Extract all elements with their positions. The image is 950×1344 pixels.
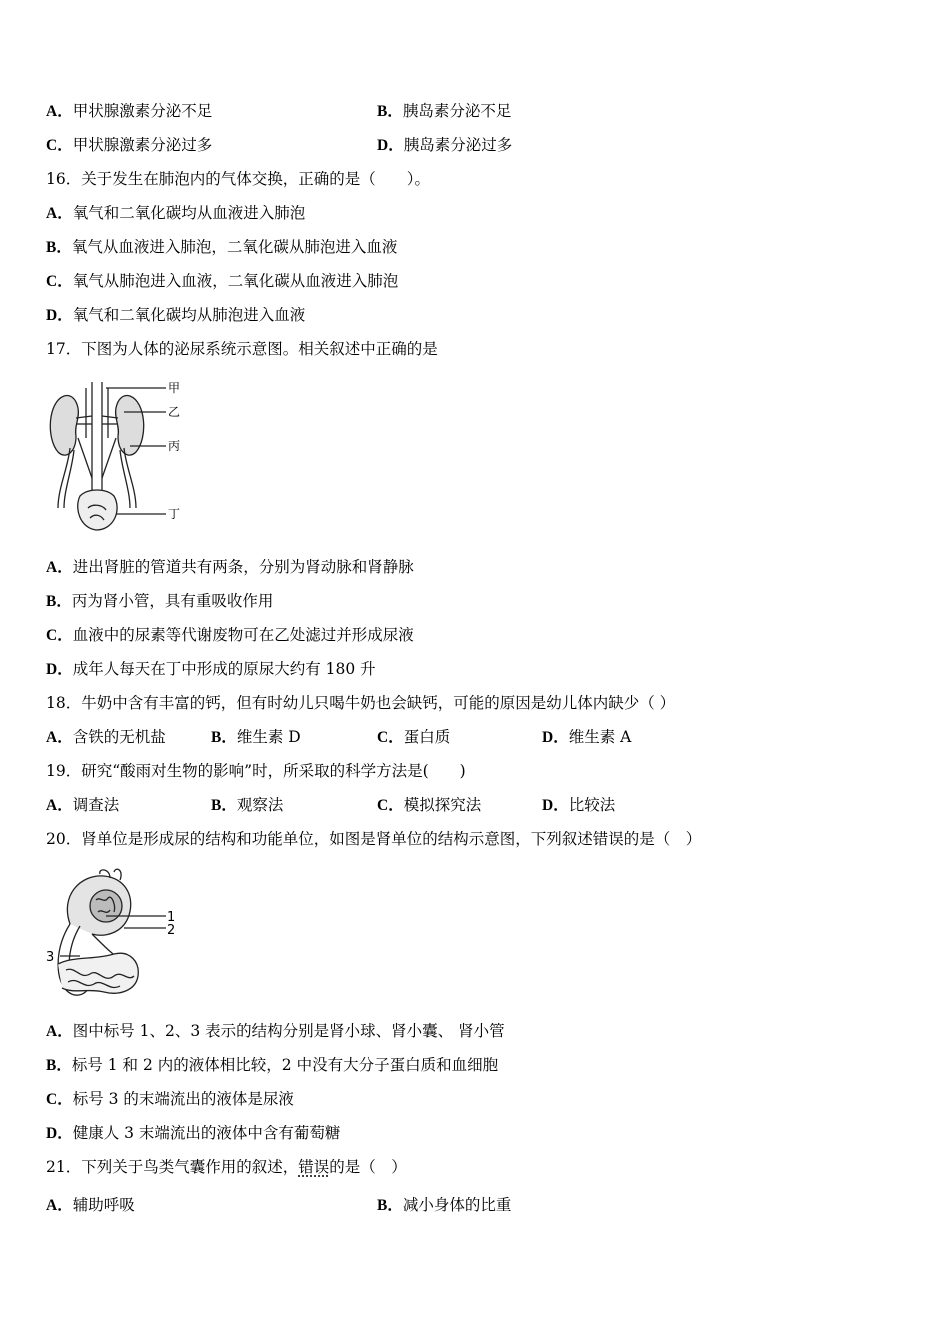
option-text: 丙为肾小管，具有重吸收作用 <box>71 592 274 610</box>
option-label: D． <box>46 307 73 324</box>
q15-option-d <box>377 134 512 157</box>
nephron-figure <box>44 866 184 1006</box>
option-text: 蛋白质 <box>403 728 451 746</box>
option-text: 模拟探究法 <box>403 796 482 814</box>
option-text: 维生素 D <box>236 728 301 746</box>
option-label: A． <box>46 729 73 746</box>
q20-option-a <box>46 1020 505 1043</box>
q16-stem: 16．关于发生在肺泡内的气体交换，正确的是（ ）。 <box>46 170 430 188</box>
q18-option-a <box>46 726 166 749</box>
option-label: C． <box>46 137 73 154</box>
option-label: D． <box>46 1125 73 1142</box>
option-label: B． <box>46 1057 72 1074</box>
q19-option-b <box>211 794 283 817</box>
q17-option-a <box>46 556 414 579</box>
figure-label-ding: 丁 <box>168 507 181 521</box>
option-text: 标号 1 和 2 内的液体相比较，2 中没有大分子蛋白质和血细胞 <box>71 1056 499 1074</box>
figure-label-2: 2 <box>167 923 176 938</box>
q21-option-a <box>46 1194 135 1217</box>
urinary-system-figure <box>44 378 194 538</box>
option-text: 氧气从血液进入肺泡，二氧化碳从肺泡进入血液 <box>71 238 398 256</box>
q20-option-b <box>46 1054 498 1077</box>
option-label: B． <box>377 1197 403 1214</box>
q19-option-a <box>46 794 119 817</box>
q19-option-d <box>542 794 615 817</box>
q20-stem: 20．肾单位是形成尿的结构和功能单位，如图是肾单位的结构示意图，下列叙述错误的是（ ） <box>46 830 702 848</box>
figure-label-bing: 丙 <box>168 439 181 453</box>
option-label: A． <box>46 103 73 120</box>
option-text: 含铁的无机盐 <box>72 728 166 746</box>
option-text: 图中标号 1、2、3 表示的结构分别是肾小球、肾小囊、 肾小管 <box>72 1022 505 1040</box>
q20-option-d <box>46 1122 340 1145</box>
option-label: D． <box>46 661 73 678</box>
option-label: B． <box>211 729 237 746</box>
q15-option-c <box>46 134 212 157</box>
option-text: 调查法 <box>72 796 120 814</box>
q17-stem: 17．下图为人体的泌尿系统示意图。相关叙述中正确的是 <box>46 340 438 358</box>
option-text: 减小身体的比重 <box>402 1196 512 1214</box>
option-text: 氧气从肺泡进入血液，二氧化碳从血液进入肺泡 <box>72 272 399 290</box>
q18-option-b <box>211 726 301 749</box>
option-text: 胰岛素分泌不足 <box>402 102 512 120</box>
figure-label-1: 1 <box>167 910 176 925</box>
option-label: D． <box>542 797 569 814</box>
q16-option-b <box>46 236 397 259</box>
option-label: C． <box>46 627 73 644</box>
figure-label-yi: 乙 <box>168 405 181 419</box>
q21-stem-after: 的是（ ） <box>329 1158 407 1176</box>
q16-option-c <box>46 270 398 293</box>
q19-stem: 19．研究“酸雨对生物的影响”时，所采取的科学方法是( ) <box>46 762 466 780</box>
option-label: D． <box>377 137 404 154</box>
q21-stem <box>46 1156 407 1178</box>
q15-option-b <box>377 100 511 123</box>
option-label: A． <box>46 205 73 222</box>
q19-option-c <box>377 794 481 817</box>
option-label: A． <box>46 1023 73 1040</box>
q18-option-d <box>542 726 631 749</box>
q21-stem-before: 21．下列关于鸟类气囊作用的叙述， <box>46 1158 299 1176</box>
q16-option-a <box>46 202 305 225</box>
option-text: 甲状腺激素分泌不足 <box>72 102 213 120</box>
option-label: C． <box>46 1091 73 1108</box>
q21-stem-emphasis: 错误 <box>298 1158 330 1176</box>
option-text: 氧气和二氧化碳均从血液进入肺泡 <box>72 204 306 222</box>
q17-option-d <box>46 658 376 681</box>
q21-option-b <box>377 1194 511 1217</box>
option-text: 血液中的尿素等代谢废物可在乙处滤过并形成尿液 <box>72 626 414 644</box>
option-label: A． <box>46 1197 73 1214</box>
q18-stem: 18．牛奶中含有丰富的钙，但有时幼儿只喝牛奶也会缺钙，可能的原因是幼儿体内缺少（ ） <box>46 694 676 712</box>
q16-option-d <box>46 304 305 327</box>
option-text: 辅助呼吸 <box>72 1196 135 1214</box>
q15-option-a <box>46 100 212 123</box>
option-text: 甲状腺激素分泌过多 <box>72 136 213 154</box>
option-label: B． <box>377 103 403 120</box>
option-label: C． <box>377 729 404 746</box>
option-text: 比较法 <box>568 796 616 814</box>
option-label: B． <box>211 797 237 814</box>
option-text: 健康人 3 末端流出的液体中含有葡萄糖 <box>72 1124 341 1142</box>
q17-option-b <box>46 590 273 613</box>
option-text: 成年人每天在丁中形成的原尿大约有 180 升 <box>72 660 376 678</box>
option-label: C． <box>377 797 404 814</box>
option-text: 观察法 <box>236 796 284 814</box>
option-label: A． <box>46 797 73 814</box>
option-label: B． <box>46 239 72 256</box>
option-text: 进出肾脏的管道共有两条，分别为肾动脉和肾静脉 <box>72 558 414 576</box>
q18-option-c <box>377 726 450 749</box>
option-text: 氧气和二氧化碳均从肺泡进入血液 <box>72 306 306 324</box>
option-text: 维生素 A <box>568 728 632 746</box>
q20-option-c <box>46 1088 294 1111</box>
figure-label-3: 3 <box>46 950 55 965</box>
option-label: B． <box>46 593 72 610</box>
option-text: 胰岛素分泌过多 <box>403 136 513 154</box>
figure-label-jia: 甲 <box>168 381 181 395</box>
option-label: A． <box>46 559 73 576</box>
option-label: C． <box>46 273 73 290</box>
option-text: 标号 3 的末端流出的液体是尿液 <box>72 1090 294 1108</box>
option-label: D． <box>542 729 569 746</box>
q17-option-c <box>46 624 414 647</box>
